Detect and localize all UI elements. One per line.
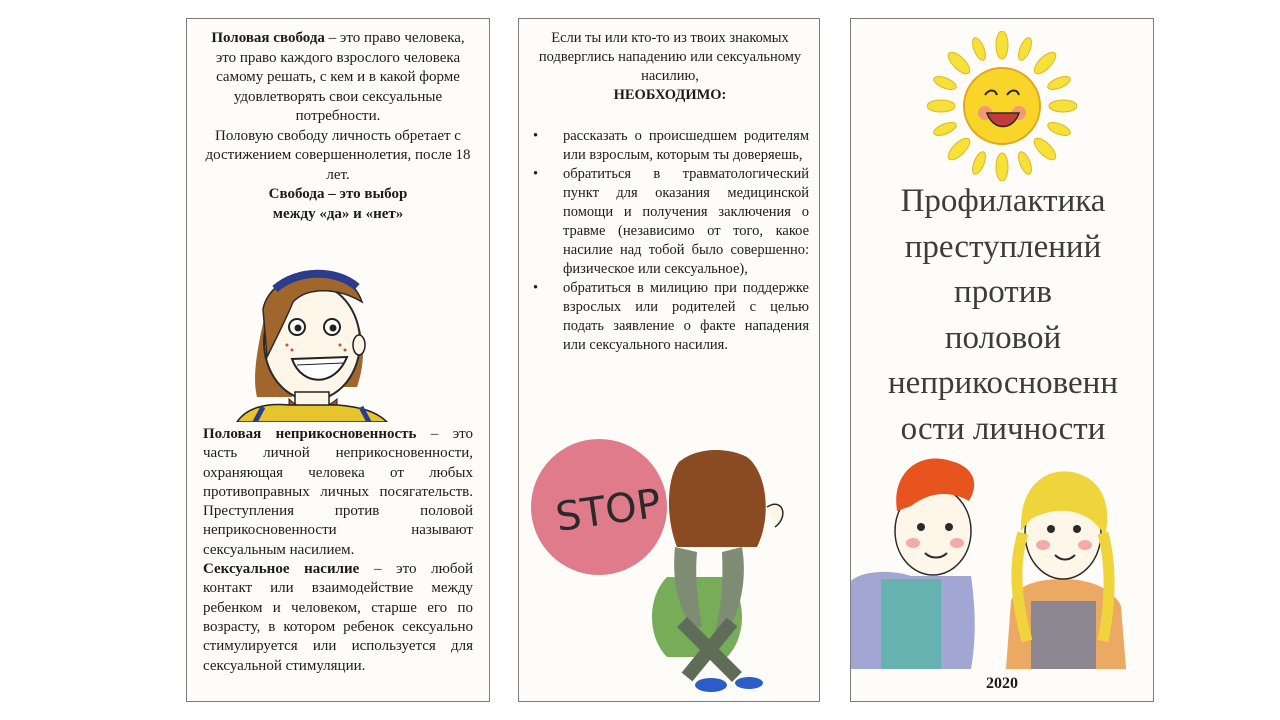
blonde-girl-illustration [1006,471,1126,669]
violence-definition: – это любой контакт или взаимодействие между ребенком и человеком, старше его по возрасту, в котором ребенок сексуально стимулируется или используется для сексуальной стимуляции. [203,561,473,674]
inviolability-term: Половая неприкосновенность [203,426,417,442]
stop-sign-illustration [531,439,667,575]
list-item-text: рассказать о происшедшем родителям или взрослым, которым ты доверяешь, [563,128,809,163]
freedom-age-text: Половую свободу личность обретает с достижением совершеннолетия, после 18 лет. [205,127,471,183]
bullet-icon: • [533,166,539,182]
panel-right [850,18,1154,702]
freedom-definition: – это право человека, это право каждого взрослого человека самому решать, с кем и в какой форме удовлетворять свои сексуальные потребности. [215,30,465,124]
boy-and-girl-illustration [851,451,1153,669]
title-line: против [954,274,1052,310]
freedom-choice-line-1: Свобода – это выбор [268,186,408,202]
smiling-girl-illustration [197,247,437,422]
advice-list [531,127,809,355]
list-item [531,165,809,279]
bullet-icon: • [533,280,539,296]
list-item [531,279,809,355]
title-line: половой [944,319,1062,356]
stop-child-illustration [527,427,813,697]
bullet-icon: • [533,128,539,144]
brochure-title [859,179,1147,452]
violence-term: Сексуальное насилие [203,561,360,578]
freedom-section [201,29,475,224]
stop-sign-text: STOP [552,480,664,541]
advice-intro [531,29,809,105]
title-line: преступлений [904,228,1102,265]
freedom-term: Половая свобода [211,30,325,46]
crouching-child-illustration [652,450,783,692]
list-item-text: обратиться в милицию при поддержке взрослых или родителей с целью подать заявление о факте нападения или сексуального насилия. [563,280,809,353]
inviolability-section [203,425,473,676]
brochure-year: 2020 [986,675,1018,692]
inviolability-definition: – это часть личной неприкосновенности, охраняющая человека от любых противоправных личных посягательств. Преступления против половой неприкосновенности называют сексуальным насилием. [203,426,473,558]
panel-middle [518,18,820,702]
title-line: ости личности [900,410,1106,447]
title-line: Профилактика [900,183,1106,219]
boy-illustration [851,458,975,669]
list-item-text: обратиться в травматологический пункт для оказания медицинской помощи и получения заключения о травме (независимо от того, какое насилие над тобой было совершенно: физическое или сексуальное), [563,166,809,277]
list-item [531,127,809,165]
title-line: неприкосновенн [888,365,1118,401]
smiling-sun-illustration [927,31,1077,181]
advice-necessary: НЕОБХОДИМО: [613,87,727,103]
panel-left [186,18,490,702]
freedom-choice-line-2: между «да» и «нет» [272,205,404,222]
advice-intro-text: Если ты или кто-то из твоих знакомых подверглись нападению или сексуальному насилию, [538,30,802,84]
